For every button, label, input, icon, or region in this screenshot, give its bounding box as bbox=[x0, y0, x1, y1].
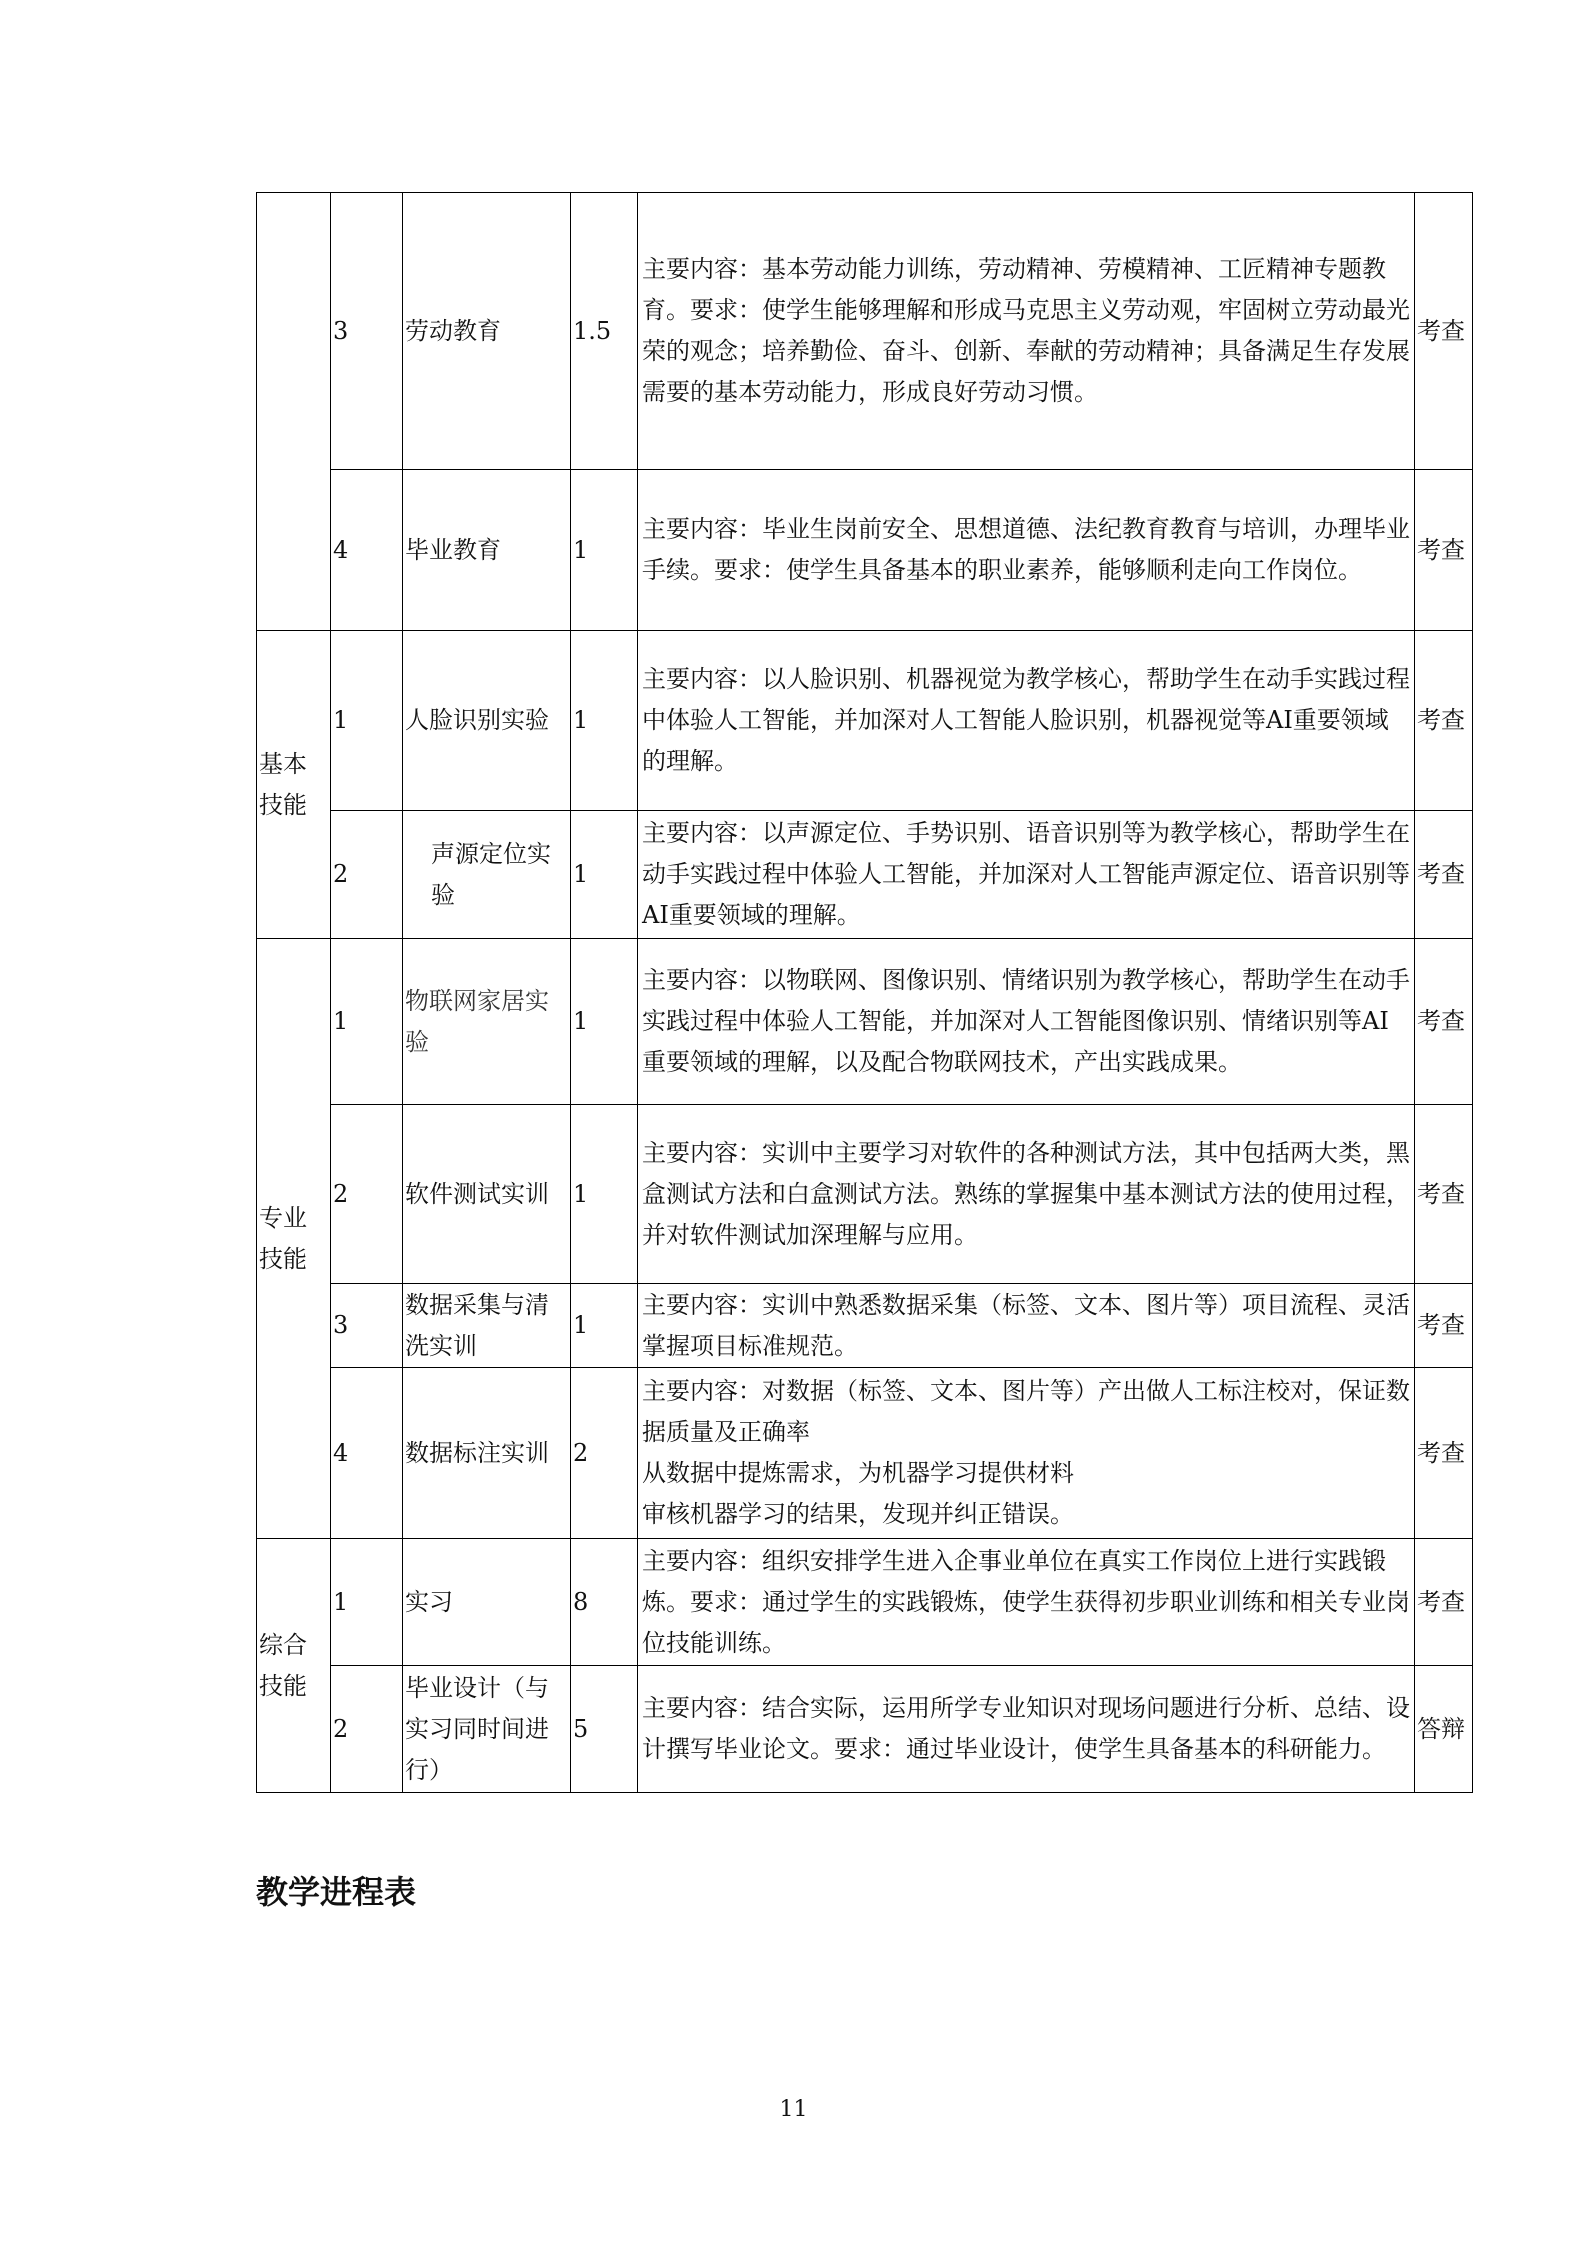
table-row bbox=[257, 939, 1473, 1105]
assessment: 考查 bbox=[1415, 1105, 1473, 1284]
course-content: 主要内容：以人脸识别、机器视觉为教学核心，帮助学生在动手实践过程中体验人工智能，并加深对人工智能人脸识别，机器视觉等AI重要领域的理解。 bbox=[638, 631, 1415, 811]
credits: 1 bbox=[571, 470, 638, 631]
assessment: 考查 bbox=[1415, 811, 1473, 939]
course-content: 主要内容：以声源定位、手势识别、语音识别等为教学核心，帮助学生在动手实践过程中体验人工智能，并加深对人工智能声源定位、语音识别等AI重要领域的理解。 bbox=[638, 811, 1415, 939]
category-cell bbox=[257, 193, 331, 631]
credits: 1 bbox=[571, 1284, 638, 1368]
course-name: 毕业教育 bbox=[403, 470, 571, 631]
category-cell: 基本技能 bbox=[257, 631, 331, 939]
row-number: 2 bbox=[331, 811, 403, 939]
credits: 1 bbox=[571, 631, 638, 811]
table-row bbox=[257, 1666, 1473, 1793]
course-content: 主要内容：毕业生岗前安全、思想道德、法纪教育教育与培训，办理毕业手续。要求：使学生具备基本的职业素养，能够顺利走向工作岗位。 bbox=[638, 470, 1415, 631]
row-number: 4 bbox=[331, 1368, 403, 1539]
course-name: 毕业设计（与实习同时间进行） bbox=[403, 1666, 571, 1793]
assessment: 考查 bbox=[1415, 631, 1473, 811]
table-row bbox=[257, 1368, 1473, 1539]
assessment: 考查 bbox=[1415, 470, 1473, 631]
credits: 1 bbox=[571, 939, 638, 1105]
row-number: 1 bbox=[331, 939, 403, 1105]
course-name: 人脸识别实验 bbox=[403, 631, 571, 811]
course-name: 实习 bbox=[403, 1539, 571, 1666]
course-content: 主要内容：以物联网、图像识别、情绪识别为教学核心，帮助学生在动手实践过程中体验人工智能，并加深对人工智能图像识别、情绪识别等AI重要领域的理解，以及配合物联网技术，产出实践成果。 bbox=[638, 939, 1415, 1105]
row-number: 1 bbox=[331, 1539, 403, 1666]
course-content: 主要内容：对数据（标签、文本、图片等）产出做人工标注校对，保证数据质量及正确率 从数据中提炼需求，为机器学习提供材料 审核机器学习的结果，发现并纠正错误。 bbox=[638, 1368, 1415, 1539]
curriculum-table bbox=[256, 192, 1473, 1793]
section-title: 教学进程表 bbox=[256, 1873, 417, 1911]
row-number: 4 bbox=[331, 470, 403, 631]
table-row bbox=[257, 193, 1473, 470]
assessment: 考查 bbox=[1415, 1368, 1473, 1539]
credits: 8 bbox=[571, 1539, 638, 1666]
assessment: 答辩 bbox=[1415, 1666, 1473, 1793]
table-row bbox=[257, 1539, 1473, 1666]
category-cell: 专业技能 bbox=[257, 939, 331, 1539]
course-content: 主要内容：基本劳动能力训练，劳动精神、劳模精神、工匠精神专题教育。要求：使学生能够理解和形成马克思主义劳动观，牢固树立劳动最光荣的观念；培养勤俭、奋斗、创新、奉献的劳动精神；具备满足生存发展需要的基本劳动能力，形成良好劳动习惯。 bbox=[638, 193, 1415, 470]
assessment: 考查 bbox=[1415, 1539, 1473, 1666]
category-cell: 综合技能 bbox=[257, 1539, 331, 1793]
row-number: 3 bbox=[331, 1284, 403, 1368]
course-name: 劳动教育 bbox=[403, 193, 571, 470]
course-name: 数据采集与清洗实训 bbox=[403, 1284, 571, 1368]
credits: 1 bbox=[571, 811, 638, 939]
credits: 1 bbox=[571, 1105, 638, 1284]
table-row bbox=[257, 631, 1473, 811]
table-row bbox=[257, 811, 1473, 939]
row-number: 3 bbox=[331, 193, 403, 470]
course-content: 主要内容：结合实际，运用所学专业知识对现场问题进行分析、总结、设计撰写毕业论文。要求：通过毕业设计，使学生具备基本的科研能力。 bbox=[638, 1666, 1415, 1793]
table-row bbox=[257, 1105, 1473, 1284]
table-row bbox=[257, 470, 1473, 631]
assessment: 考查 bbox=[1415, 939, 1473, 1105]
row-number: 2 bbox=[331, 1105, 403, 1284]
table-row bbox=[257, 1284, 1473, 1368]
course-name: 物联网家居实验 bbox=[403, 939, 571, 1105]
row-number: 2 bbox=[331, 1666, 403, 1793]
credits: 5 bbox=[571, 1666, 638, 1793]
row-number: 1 bbox=[331, 631, 403, 811]
credits: 2 bbox=[571, 1368, 638, 1539]
course-name: 软件测试实训 bbox=[403, 1105, 571, 1284]
course-name: 声源定位实验 bbox=[403, 811, 571, 939]
credits: 1.5 bbox=[571, 193, 638, 470]
assessment: 考查 bbox=[1415, 1284, 1473, 1368]
course-name: 数据标注实训 bbox=[403, 1368, 571, 1539]
course-content: 主要内容：组织安排学生进入企事业单位在真实工作岗位上进行实践锻炼。要求：通过学生的实践锻炼，使学生获得初步职业训练和相关专业岗位技能训练。 bbox=[638, 1539, 1415, 1666]
course-content: 主要内容：实训中主要学习对软件的各种测试方法，其中包括两大类，黑盒测试方法和白盒测试方法。熟练的掌握集中基本测试方法的使用过程，并对软件测试加深理解与应用。 bbox=[638, 1105, 1415, 1284]
course-content: 主要内容：实训中熟悉数据采集（标签、文本、图片等）项目流程、灵活掌握项目标准规范。 bbox=[638, 1284, 1415, 1368]
assessment: 考查 bbox=[1415, 193, 1473, 470]
page-number: 11 bbox=[779, 2097, 808, 2122]
